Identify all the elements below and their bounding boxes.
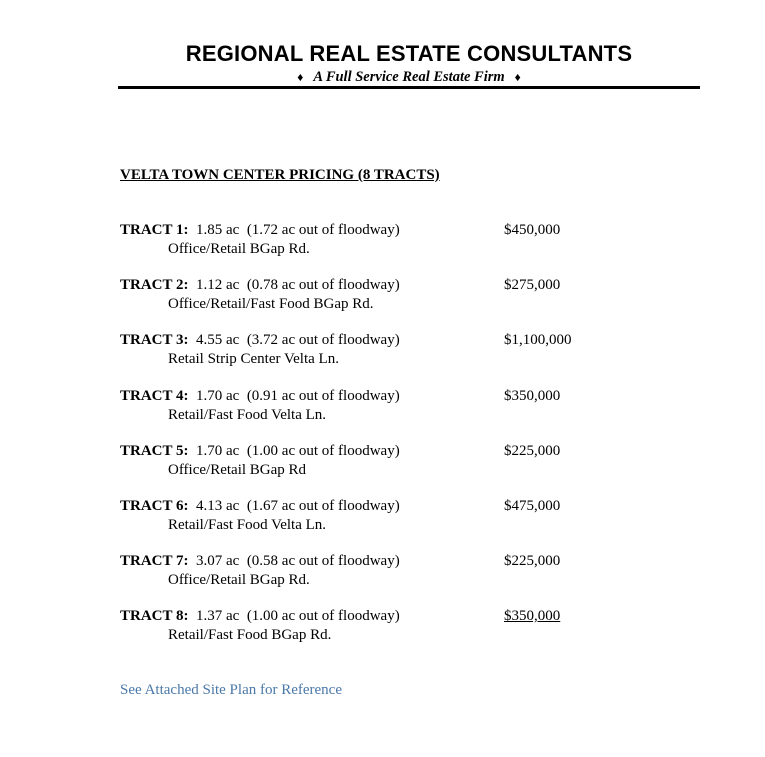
tract-entry xyxy=(120,276,620,316)
tract-label: TRACT 1: xyxy=(120,222,189,238)
tract-floodway: (0.91 ac out of floodway) xyxy=(246,388,400,404)
tagline-text: A Full Service Real Estate Firm xyxy=(313,69,505,85)
tract-label: TRACT 5: xyxy=(120,443,189,459)
tract-acreage: 4.13 ac xyxy=(195,498,240,514)
tract-label: TRACT 6: xyxy=(120,498,189,514)
tract-price: $350,000 xyxy=(504,388,561,404)
tract-price: $225,000 xyxy=(504,443,561,459)
tract-use: Office/Retail BGap Rd xyxy=(168,462,307,478)
tract-use: Retail Strip Center Velta Ln. xyxy=(168,351,339,367)
diamond-icon: ♦ xyxy=(297,70,304,84)
header-divider xyxy=(118,86,700,89)
tract-label: TRACT 7: xyxy=(120,553,189,569)
tract-entry xyxy=(120,221,620,261)
tract-price: $475,000 xyxy=(504,498,561,514)
tract-acreage: 1.37 ac xyxy=(195,608,240,624)
tract-use: Office/Retail/Fast Food BGap Rd. xyxy=(168,296,374,312)
tract-floodway: (1.67 ac out of floodway) xyxy=(246,498,400,514)
tract-label: TRACT 4: xyxy=(120,388,189,404)
tract-acreage: 3.07 ac xyxy=(195,553,240,569)
tract-use: Retail/Fast Food BGap Rd. xyxy=(168,627,332,643)
tract-acreage: 4.55 ac xyxy=(195,332,240,348)
tract-entry xyxy=(120,497,620,537)
tract-price: $1,100,000 xyxy=(504,332,572,348)
tract-floodway: (0.78 ac out of floodway) xyxy=(246,277,400,293)
tract-entry xyxy=(120,442,620,482)
tract-use: Retail/Fast Food Velta Ln. xyxy=(168,407,327,423)
site-plan-reference-link[interactable]: See Attached Site Plan for Reference xyxy=(120,682,342,698)
tract-entry xyxy=(120,387,620,427)
tract-label: TRACT 2: xyxy=(120,277,189,293)
tract-floodway: (3.72 ac out of floodway) xyxy=(246,332,400,348)
section-title: VELTA TOWN CENTER PRICING (8 TRACTS) xyxy=(120,167,440,183)
tract-use: Office/Retail BGap Rd. xyxy=(168,572,310,588)
tract-use: Office/Retail BGap Rd. xyxy=(168,241,310,257)
tract-price-total-underlined: $350,000 xyxy=(504,608,561,624)
tract-price: $450,000 xyxy=(504,222,561,238)
tract-acreage: 1.70 ac xyxy=(195,388,240,404)
firm-name: REGIONAL REAL ESTATE CONSULTANTS xyxy=(185,41,633,66)
diamond-icon: ♦ xyxy=(514,70,521,84)
tract-floodway: (0.58 ac out of floodway) xyxy=(246,553,400,569)
tract-entry xyxy=(120,552,620,592)
tract-acreage: 1.70 ac xyxy=(195,443,240,459)
tract-acreage: 1.12 ac xyxy=(195,277,240,293)
tract-floodway: (1.72 ac out of floodway) xyxy=(246,222,400,238)
tract-acreage: 1.85 ac xyxy=(195,222,240,238)
tract-price: $225,000 xyxy=(504,553,561,569)
tract-entry xyxy=(120,331,620,371)
tract-label: TRACT 3: xyxy=(120,332,189,348)
tract-use: Retail/Fast Food Velta Ln. xyxy=(168,517,327,533)
tract-price: $275,000 xyxy=(504,277,561,293)
tract-floodway: (1.00 ac out of floodway) xyxy=(246,443,400,459)
tract-entry xyxy=(120,607,620,647)
tract-label: TRACT 8: xyxy=(120,608,189,624)
tract-floodway: (1.00 ac out of floodway) xyxy=(246,608,400,624)
tagline xyxy=(118,68,700,86)
